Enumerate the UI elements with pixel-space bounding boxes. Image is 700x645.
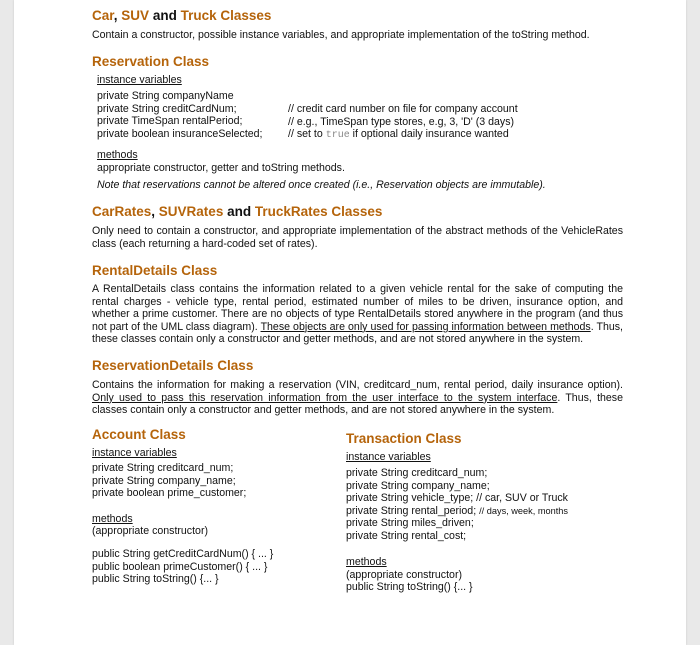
var-line: private String company_name; bbox=[92, 474, 236, 487]
var-line: private String creditcard_num; bbox=[346, 467, 488, 479]
reservation-note: Note that reservations cannot be altered once created (i.e., Reservation objects are immutable). bbox=[97, 179, 546, 191]
transaction-vars bbox=[346, 467, 568, 543]
method-line: public boolean primeCustomer() { ... } bbox=[92, 560, 268, 573]
vehicle-classes-body: Contain a constructor, possible instance variables, and appropriate implementation of the toString method. bbox=[92, 29, 590, 41]
rentaldetails-title: RentalDetails Class bbox=[92, 263, 218, 278]
var-line bbox=[346, 505, 568, 518]
title-car: Car bbox=[92, 8, 114, 23]
body-underline: These objects are only used for passing information between methods bbox=[260, 320, 591, 333]
var-text: private String rental_period; bbox=[346, 504, 480, 517]
reservation-vars bbox=[97, 90, 263, 140]
body-text: Contains the information for making a reservation (VIN, creditcard_num, rental period, daily insurance option). bbox=[92, 379, 623, 391]
comment-text: // set to bbox=[288, 128, 326, 141]
var-line: private boolean insuranceSelected; bbox=[97, 127, 263, 140]
body-text: . Thus, these classes contain only a constructor and getter methods, and are not stored anywhere in the system. bbox=[92, 391, 623, 417]
reservation-methods-label: methods bbox=[97, 149, 138, 161]
title-truck: Truck Classes bbox=[180, 8, 272, 23]
comment-line: // e.g., TimeSpan type stores, e.g, 3, 'D' (3 days) bbox=[288, 115, 515, 128]
code-true: true bbox=[325, 130, 350, 142]
var-line: private TimeSpan rentalPeriod; bbox=[97, 115, 243, 128]
method-line: public String toString() {... } bbox=[92, 573, 219, 586]
account-methods-list bbox=[92, 548, 273, 586]
var-line: private String vehicle_type; // car, SUV or Truck bbox=[346, 492, 568, 505]
title-and: and bbox=[223, 204, 255, 219]
var-line: private String companyName bbox=[97, 90, 234, 102]
method-line: public String getCreditCardNum() { ... } bbox=[92, 548, 274, 560]
rentaldetails-body bbox=[92, 283, 623, 346]
account-methods-body: (appropriate constructor) bbox=[92, 525, 208, 537]
transaction-class-title: Transaction Class bbox=[346, 431, 462, 446]
reservationdetails-body bbox=[92, 379, 623, 417]
title-sep: , bbox=[151, 204, 159, 219]
rates-body: Only need to contain a constructor, and appropriate implementation of the abstract methods of the VehicleRates class (each returning a hard-coded set of rates). bbox=[92, 225, 623, 250]
account-iv-label: instance variables bbox=[92, 447, 177, 459]
var-line: private String creditcard_num; bbox=[92, 462, 234, 474]
transaction-methods-label: methods bbox=[346, 556, 387, 568]
var-comment: // days, week, months bbox=[479, 505, 568, 516]
var-line: private boolean prime_customer; bbox=[92, 487, 247, 500]
body-text: A RentalDetails class contains the information related to a given vehicle rental for the sake of computing the rental charges - vehicle type, rental period, estimated number of miles to be driven, insurance option, and whether a prime customer. There are no objects of type RentalDetails stored anywhere in the program (and thus not part of the UML class diagram). bbox=[92, 283, 623, 333]
document-page bbox=[14, 0, 686, 645]
transaction-iv-label: instance variables bbox=[346, 451, 431, 463]
transaction-method-line: public String toString() {... } bbox=[346, 581, 473, 593]
reservationdetails-title: ReservationDetails Class bbox=[92, 358, 254, 373]
reservation-iv-label: instance variables bbox=[97, 74, 182, 86]
section-title-vehicle-classes bbox=[92, 8, 271, 23]
reservation-comments bbox=[288, 103, 518, 143]
title-suv: SUV bbox=[121, 8, 150, 23]
body-text: . Thus, these classes contain only a constructor and getter methods, and are not stored anywhere in the system. bbox=[92, 320, 623, 346]
var-line: private String creditCardNum; bbox=[97, 102, 237, 115]
rates-classes-title bbox=[92, 204, 382, 219]
reservation-methods-body: appropriate constructor, getter and toString methods. bbox=[97, 162, 345, 174]
title-truckrates: TruckRates Classes bbox=[254, 204, 383, 219]
comment-line: // credit card number on file for company account bbox=[288, 103, 518, 115]
var-line: private String miles_driven; bbox=[346, 517, 474, 530]
account-vars bbox=[92, 462, 246, 500]
comment-text: if optional daily insurance wanted bbox=[349, 128, 509, 141]
comment-line bbox=[288, 128, 518, 143]
account-methods-label: methods bbox=[92, 513, 133, 525]
account-class-title: Account Class bbox=[92, 427, 186, 442]
var-line: private String rental_cost; bbox=[346, 529, 467, 542]
title-carrates: CarRates bbox=[92, 204, 152, 219]
var-line: private String company_name; bbox=[346, 479, 490, 492]
body-underline: Only used to pass this reservation information from the user interface to the system interface bbox=[92, 391, 558, 404]
title-sep: , bbox=[113, 8, 122, 23]
title-suvrates: SUVRates bbox=[158, 204, 224, 219]
reservation-class-title: Reservation Class bbox=[92, 54, 210, 69]
transaction-methods-body: (appropriate constructor) bbox=[346, 569, 462, 581]
title-and: and bbox=[149, 8, 181, 23]
